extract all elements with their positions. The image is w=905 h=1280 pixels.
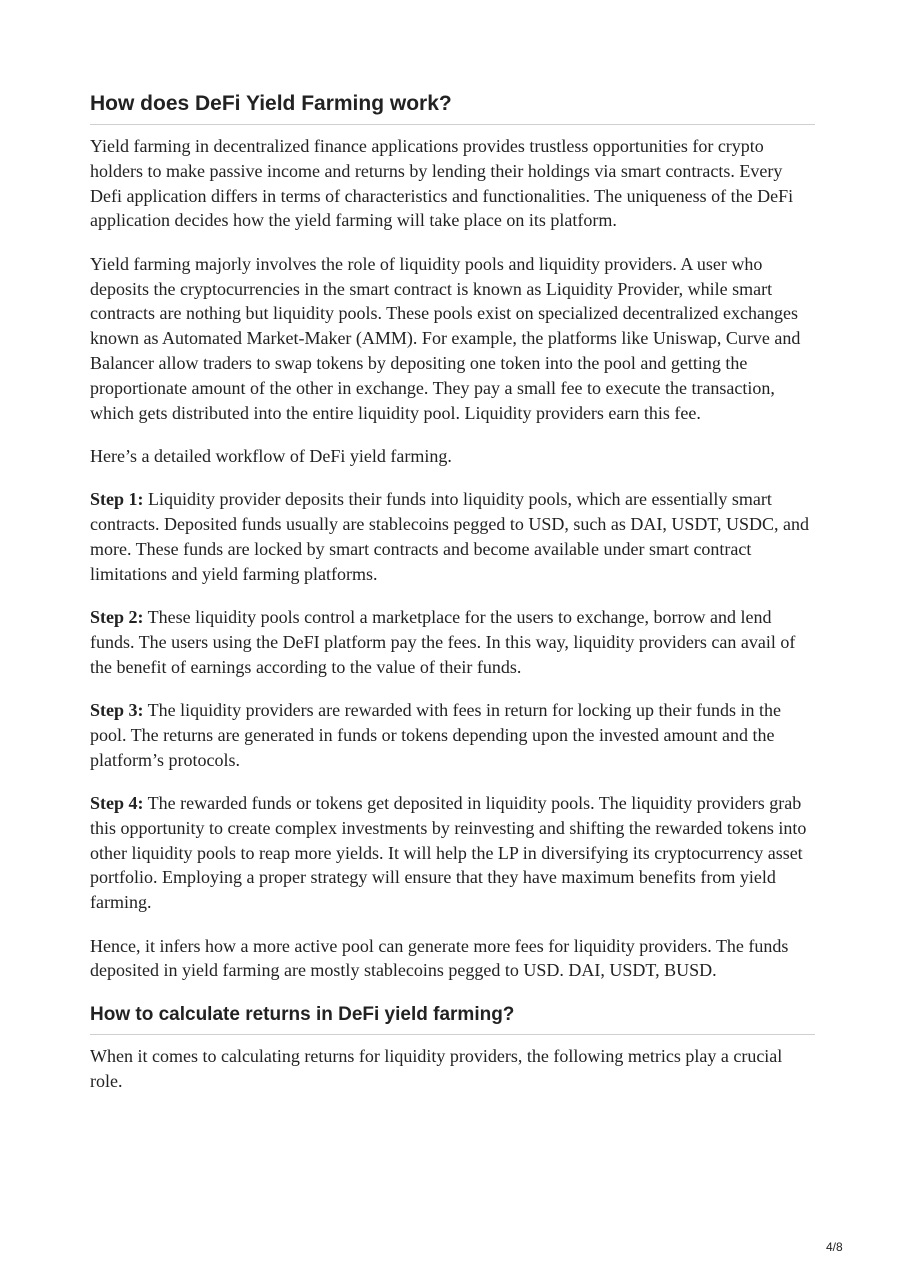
step-paragraph [90,791,815,915]
paragraph: Yield farming in decentralized finance applications provides trustless opportunities for crypto holders to make passive income and returns by lending their holdings via smart contracts. Every Defi application differs in terms of characteristics and functionalities. The uniqueness of the DeFi application decides how the yield farming will take place on its platform. [90,136,794,231]
step-label: Step 1: [90,489,144,510]
paragraph: Here’s a detailed workflow of DeFi yield farming. [90,445,452,466]
step-text: The liquidity providers are rewarded with fees in return for locking up their funds in the pool. The returns are generated in funds or tokens depending upon the invested amount and the platform’s protocols. [90,700,781,770]
step-paragraph [90,487,815,586]
step-label: Step 4: [90,793,144,814]
section-heading: How does DeFi Yield Farming work? [90,90,815,125]
step-paragraph [90,698,815,772]
page-number: 4/8 [826,1240,843,1254]
paragraph: When it comes to calculating returns for liquidity providers, the following metrics play a crucial role. [90,1045,783,1091]
step-text: Liquidity provider deposits their funds into liquidity pools, which are essentially smart contracts. Deposited funds usually are stablecoins pegged to USD, such as DAI, USDT, USDC, and more. These funds are locked by smart contracts and become available under smart contract limitations and yield farming platforms. [90,489,810,584]
step-label: Step 2: [90,607,144,628]
step-label: Step 3: [90,700,144,721]
section-heading: How to calculate returns in DeFi yield farming? [90,1002,815,1035]
step-text: The rewarded funds or tokens get deposited in liquidity pools. The liquidity providers grab this opportunity to create complex investments by reinvesting and shifting the rewarded tokens into other liquidity pools to reap more yields. It will help the LP in diversifying its cryptocurrency asset portfolio. Employing a proper strategy will ensure that they have maximum benefits from yield farming. [90,793,807,913]
step-paragraph [90,605,815,679]
document-page [90,90,815,1112]
paragraph: Hence, it infers how a more active pool can generate more fees for liquidity providers. The funds deposited in yield farming are mostly stablecoins pegged to USD. DAI, USDT, BUSD. [90,935,789,981]
step-text: These liquidity pools control a marketplace for the users to exchange, borrow and lend funds. The users using the DeFI platform pay the fees. In this way, liquidity providers can avail of the benefit of earnings according to the value of their funds. [90,607,796,677]
paragraph: Yield farming majorly involves the role of liquidity pools and liquidity providers. A user who deposits the cryptocurrencies in the smart contract is known as Liquidity Provider, while smart contracts are nothing but liquidity pools. These pools exist on specialized decentralized exchanges known as Automated Market-Maker (AMM). For example, the platforms like Uniswap, Curve and Balancer allow traders to swap tokens by depositing one token into the pool and getting the proportionate amount of the other in exchange. They pay a small fee to execute the transaction, which gets distributed into the entire liquidity pool. Liquidity providers earn this fee. [90,253,801,423]
